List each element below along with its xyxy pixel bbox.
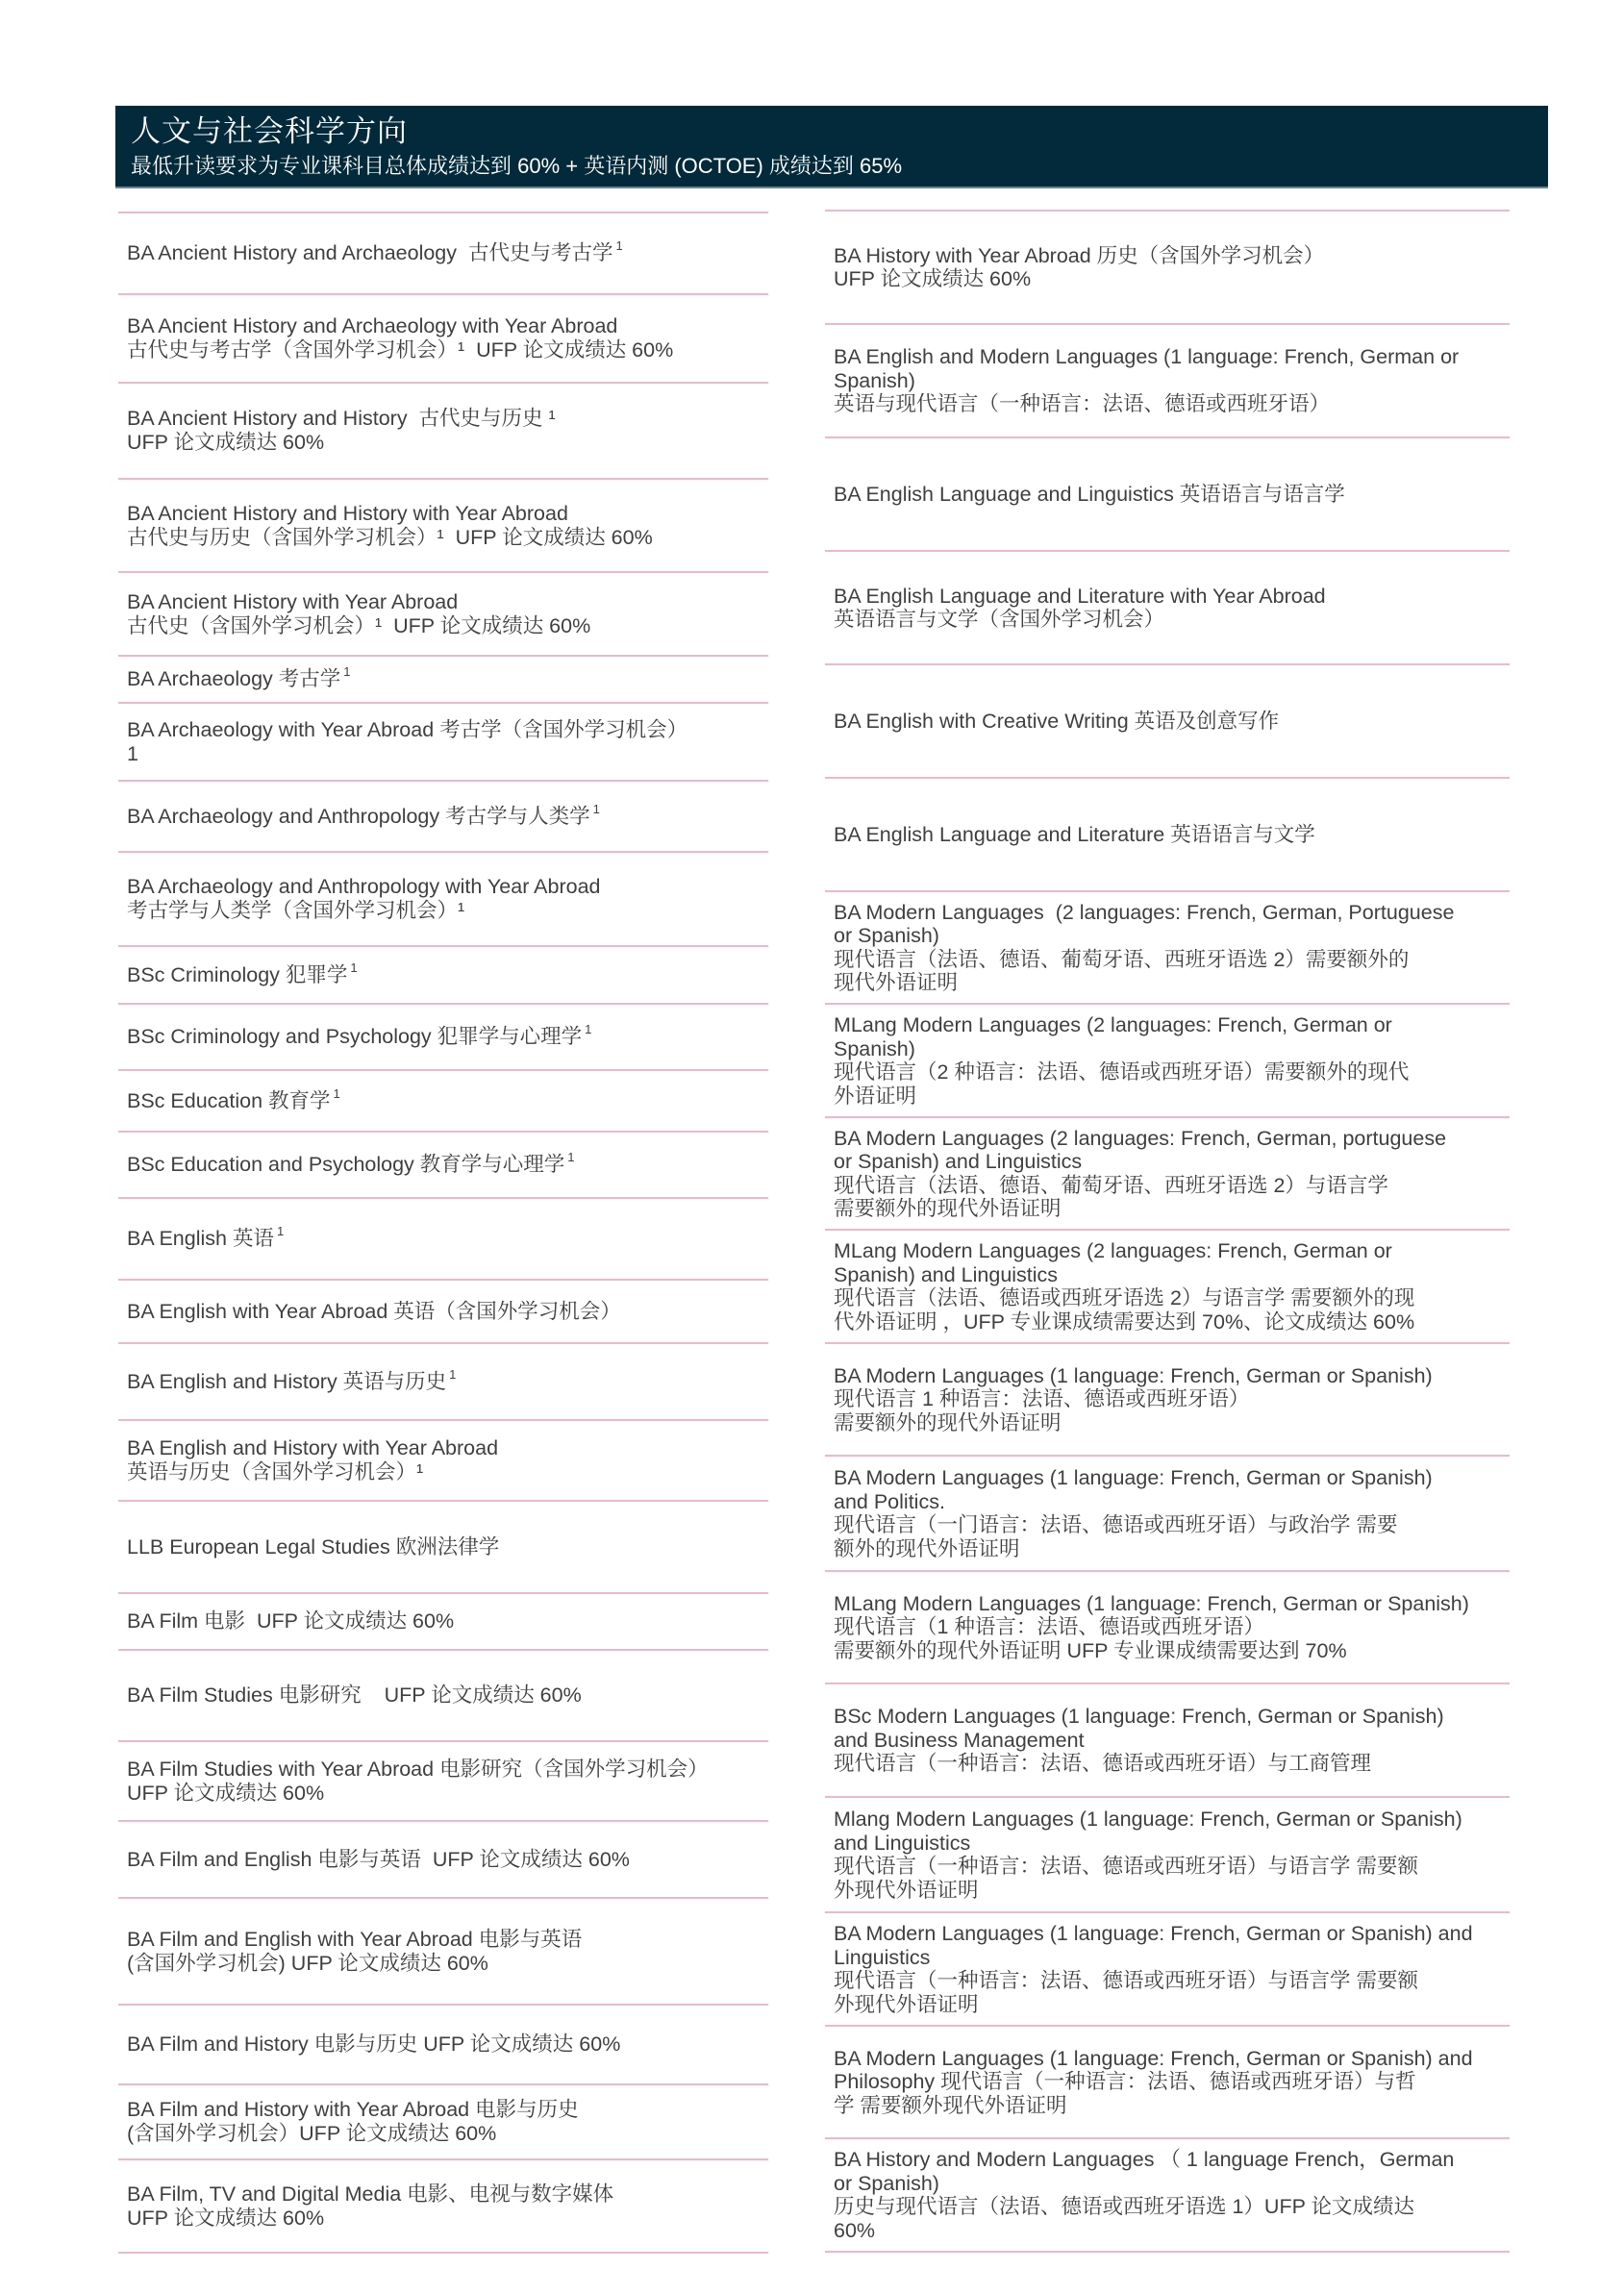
program-detail: 考古学与人类学（含国外学习机会）¹ — [127, 899, 465, 922]
program-name: Mlang Modern Languages (1 language: French, German or Spanish) — [834, 1808, 1462, 1831]
program-detail: 现代语言（法语、德语、葡萄牙语、西班牙语选 2）与语言学 — [834, 1173, 1388, 1197]
program-row — [118, 213, 768, 293]
program-row — [118, 1005, 768, 1069]
program-name: BA Ancient History and History 古代史与历史 ¹ — [127, 407, 556, 430]
program-detail: Spanish) and Linguistics — [834, 1262, 1059, 1286]
program-name: BSc Education 教育学 $^1$ — [127, 1085, 340, 1112]
program-row — [118, 1421, 768, 1500]
program-detail: 现代语言（一门语言：法语、德语或西班牙语）与政治学 需要 — [834, 1513, 1398, 1536]
program-name: BA Ancient History and Archaeology 古代史与考古学 $^1$ — [127, 238, 623, 264]
program-name: BA Film and History 电影与历史 UFP 论文成绩达 60% — [127, 2032, 621, 2056]
program-name: BA Film Studies with Year Abroad 电影研究（含国外学习机会） — [127, 1757, 709, 1781]
program-row — [118, 2085, 768, 2158]
program-name: BA Archaeology and Anthropology with Year Abroad — [127, 875, 601, 898]
footnote-marker: 1 — [592, 801, 600, 816]
program-row — [825, 1457, 1510, 1570]
program-row — [118, 657, 768, 702]
program-detail: 英语语言与文学（含国外学习机会） — [834, 608, 1165, 631]
program-name: BA Modern Languages (2 languages: French, German, portuguese — [834, 1126, 1447, 1150]
program-row — [118, 2006, 768, 2083]
program-detail: 外现代外语证明 — [834, 1992, 979, 2016]
program-detail: 古代史与考古学（含国外学习机会）¹ UFP 论文成绩达 60% — [127, 338, 674, 362]
program-name: BSc Education and Psychology 教育学与心理学 $^1$ — [127, 1150, 575, 1176]
footnote-marker: 1 — [615, 238, 623, 253]
program-name: BA English and Modern Languages (1 language: French, German or — [834, 345, 1460, 369]
program-row — [118, 1594, 768, 1649]
row-divider — [825, 2251, 1510, 2253]
program-detail: 学 需要额外现代外语证明 — [834, 2093, 1067, 2117]
program-name: BA Archaeology and Anthropology 考古学与人类学 $^1$ — [127, 801, 600, 828]
row-divider — [118, 2252, 768, 2254]
program-detail: 古代史（含国外学习机会）¹ UFP 论文成绩达 60% — [127, 613, 591, 637]
program-name: BA English 英语 $^1$ — [127, 1224, 285, 1250]
program-detail: or Spanish) and Linguistics — [834, 1150, 1083, 1173]
program-row — [118, 782, 768, 851]
program-name: BA Archaeology with Year Abroad 考古学（含国外学习机会） — [127, 717, 688, 741]
program-name: BA Ancient History and History with Year Abroad — [127, 501, 568, 525]
program-row — [825, 1913, 1510, 2025]
program-row — [118, 853, 768, 945]
program-detail: 现代语言 1 种语言：法语、德语或西班牙语） — [834, 1387, 1250, 1411]
program-name: BSc Modern Languages (1 language: French, German or Spanish) — [834, 1705, 1444, 1729]
program-row — [118, 2160, 768, 2252]
program-row — [825, 1231, 1510, 1342]
program-detail: 外现代外语证明 — [834, 1878, 979, 1902]
program-detail: UFP 论文成绩达 60% — [127, 431, 325, 454]
program-name: MLang Modern Languages (2 languages: French, German or — [834, 1239, 1392, 1262]
program-row — [825, 1798, 1510, 1911]
program-name: BA Film and English 电影与英语 UFP 论文成绩达 60% — [127, 1847, 630, 1871]
program-row — [118, 1071, 768, 1131]
program-detail: and Politics. — [834, 1489, 945, 1513]
footnote-marker: 1 — [333, 1085, 340, 1101]
section-header — [115, 106, 1548, 188]
program-row — [825, 2027, 1510, 2137]
program-detail: 现代语言（2 种语言：法语、德语或西班牙语）需要额外的现代 — [834, 1060, 1410, 1084]
program-row — [825, 1684, 1510, 1796]
program-name: BA Film Studies 电影研究 UFP 论文成绩达 60% — [127, 1683, 582, 1707]
program-row — [118, 947, 768, 1003]
program-detail: 历史与现代语言（法语、德语或西班牙语选 1）UFP 论文成绩达 — [834, 2195, 1415, 2218]
program-name: BA Film and History with Year Abroad 电影与历史 — [127, 2098, 579, 2121]
program-detail: (含国外学习机会) UFP 论文成绩达 60% — [127, 1951, 488, 1975]
program-detail: 英语与历史（含国外学习机会）¹ — [127, 1460, 424, 1484]
program-name: BA English with Creative Writing 英语及创意写作 — [834, 709, 1280, 733]
program-detail: 现代语言（法语、德语、葡萄牙语、西班牙语选 2）需要额外的 — [834, 947, 1410, 971]
program-name: BA English Language and Literature with Year Abroad — [834, 584, 1326, 608]
program-name: BA Modern Languages (2 languages: French, German, Portuguese — [834, 900, 1455, 924]
program-row — [825, 1118, 1510, 1229]
program-name: BA Modern Languages (1 language: French, German or Spanish) — [834, 1466, 1433, 1489]
program-row — [118, 1822, 768, 1897]
program-detail: Linguistics — [834, 1945, 931, 1969]
program-detail: 代外语证明 ，UFP 专业课成绩需要达到 70%、论文成绩达 60% — [834, 1309, 1415, 1334]
program-row — [118, 1133, 768, 1197]
program-detail: 外语证明 — [834, 1084, 917, 1108]
program-name: MLang Modern Languages (2 languages: French, German or — [834, 1013, 1392, 1036]
program-name: LLB European Legal Studies 欧洲法律学 — [127, 1534, 500, 1558]
program-detail: 古代史与历史（含国外学习机会）¹ UFP 论文成绩达 60% — [127, 525, 653, 549]
program-name: BA English Language and Linguistics 英语语言与语言学 — [834, 482, 1345, 506]
program-detail: 60% — [834, 2218, 876, 2242]
program-detail: 1 — [127, 741, 138, 765]
program-detail: Philosophy 现代语言（一种语言：法语、德语或西班牙语）与哲 — [834, 2070, 1416, 2094]
program-row — [118, 704, 768, 780]
program-detail: Spanish) — [834, 368, 915, 392]
program-name: BA Modern Languages (1 language: French, German or Spanish) and — [834, 2046, 1473, 2070]
program-row — [118, 573, 768, 655]
program-detail: Spanish) — [834, 1036, 915, 1060]
program-detail: 需要额外的现代外语证明 UFP 专业课成绩需要达到 70% — [834, 1638, 1347, 1662]
program-row — [825, 779, 1510, 890]
footnote-marker: 1 — [585, 1022, 592, 1036]
program-row — [118, 295, 768, 382]
program-name: BA English Language and Literature 英语语言与文学 — [834, 822, 1315, 846]
program-row — [825, 665, 1510, 777]
program-detail: and Linguistics — [834, 1831, 971, 1855]
program-detail: 现代语言（法语、德语或西班牙语选 2）与语言学 需要额外的现 — [834, 1286, 1415, 1309]
program-name: BA Ancient History and Archaeology with Year Abroad — [127, 314, 618, 337]
program-name: BA Modern Languages (1 language: French, German or Spanish) — [834, 1363, 1433, 1387]
program-detail: 需要额外的现代外语证明 — [834, 1197, 1062, 1220]
program-row — [118, 1742, 768, 1820]
program-row — [118, 1281, 768, 1342]
program-detail: 现代语言（1 种语言：法语、德语或西班牙语） — [834, 1615, 1264, 1639]
program-detail: UFP 论文成绩达 60% — [834, 267, 1032, 290]
footnote-marker: 1 — [276, 1224, 285, 1238]
program-detail: 现代语言（一种语言：法语、德语或西班牙语）与工商管理 — [834, 1752, 1372, 1776]
program-row — [825, 552, 1510, 663]
program-name: BSc Criminology and Psychology 犯罪学与心理学 $^1$ — [127, 1022, 592, 1048]
program-detail: UFP 论文成绩达 60% — [127, 2206, 325, 2230]
program-row — [825, 212, 1510, 323]
program-detail: 需要额外的现代外语证明 — [834, 1410, 1062, 1434]
program-name: MLang Modern Languages (1 language: French, German or Spanish) — [834, 1591, 1469, 1615]
program-name: BA History with Year Abroad 历史（含国外学习机会） — [834, 243, 1325, 267]
footnote-marker: 1 — [343, 664, 351, 679]
program-row — [825, 438, 1510, 550]
program-detail: 现代语言（一种语言：法语、德语或西班牙语）与语言学 需要额 — [834, 1969, 1418, 1992]
program-row — [825, 1005, 1510, 1116]
admission-requirement: 最低升读要求为专业课科目总体成绩达到 60% + 英语内测 (OCTOE) 成绩达到 65% — [131, 154, 903, 178]
footnote-marker: 1 — [567, 1150, 575, 1164]
program-name: BA English with Year Abroad 英语（含国外学习机会） — [127, 1299, 621, 1323]
program-detail: UFP 论文成绩达 60% — [127, 1781, 325, 1805]
program-row — [825, 1344, 1510, 1455]
program-name: BA Film, TV and Digital Media 电影、电视与数字媒体 — [127, 2182, 614, 2206]
program-name: BA Modern Languages (1 language: French, German or Spanish) and — [834, 1922, 1473, 1945]
program-name: BSc Criminology 犯罪学 $^1$ — [127, 960, 358, 986]
program-detail: 现代外语证明 — [834, 971, 959, 994]
program-row — [825, 1572, 1510, 1683]
program-row — [118, 1651, 768, 1740]
program-name: BA English and History 英语与历史 $^1$ — [127, 1366, 457, 1393]
program-name: BA Film and English with Year Abroad 电影与英语 — [127, 1927, 583, 1951]
program-row — [118, 1899, 768, 2004]
program-row — [118, 480, 768, 571]
program-detail: 现代语言（一种语言：法语、德语或西班牙语）与语言学 需要额 — [834, 1855, 1418, 1878]
program-detail: and Business Management — [834, 1728, 1085, 1752]
program-detail: (含国外学习机会）UFP 论文成绩达 60% — [127, 2122, 497, 2145]
program-name: BA Film 电影 UFP 论文成绩达 60% — [127, 1609, 455, 1633]
program-name: BA English and History with Year Abroad — [127, 1436, 499, 1459]
program-detail: or Spanish) — [834, 924, 939, 947]
program-name: BA Ancient History with Year Abroad — [127, 589, 459, 613]
program-detail: 英语与现代语言（一种语言：法语、德语或西班牙语） — [834, 392, 1331, 416]
program-row — [825, 892, 1510, 1003]
section-title: 人文与社会科学方向 — [131, 114, 408, 148]
program-row — [825, 325, 1510, 436]
footnote-marker: 1 — [449, 1366, 457, 1382]
program-name: BA History and Modern Languages （ 1 language French，German — [834, 2148, 1455, 2171]
program-row — [825, 2139, 1510, 2251]
program-row — [118, 384, 768, 478]
program-detail: 额外的现代外语证明 — [834, 1536, 1020, 1560]
program-name: BA Archaeology 考古学 $^1$ — [127, 664, 351, 690]
program-row — [118, 1344, 768, 1419]
program-row — [118, 1199, 768, 1279]
program-detail: or Spanish) — [834, 2171, 939, 2195]
footnote-marker: 1 — [350, 960, 358, 975]
program-row — [118, 1502, 768, 1592]
